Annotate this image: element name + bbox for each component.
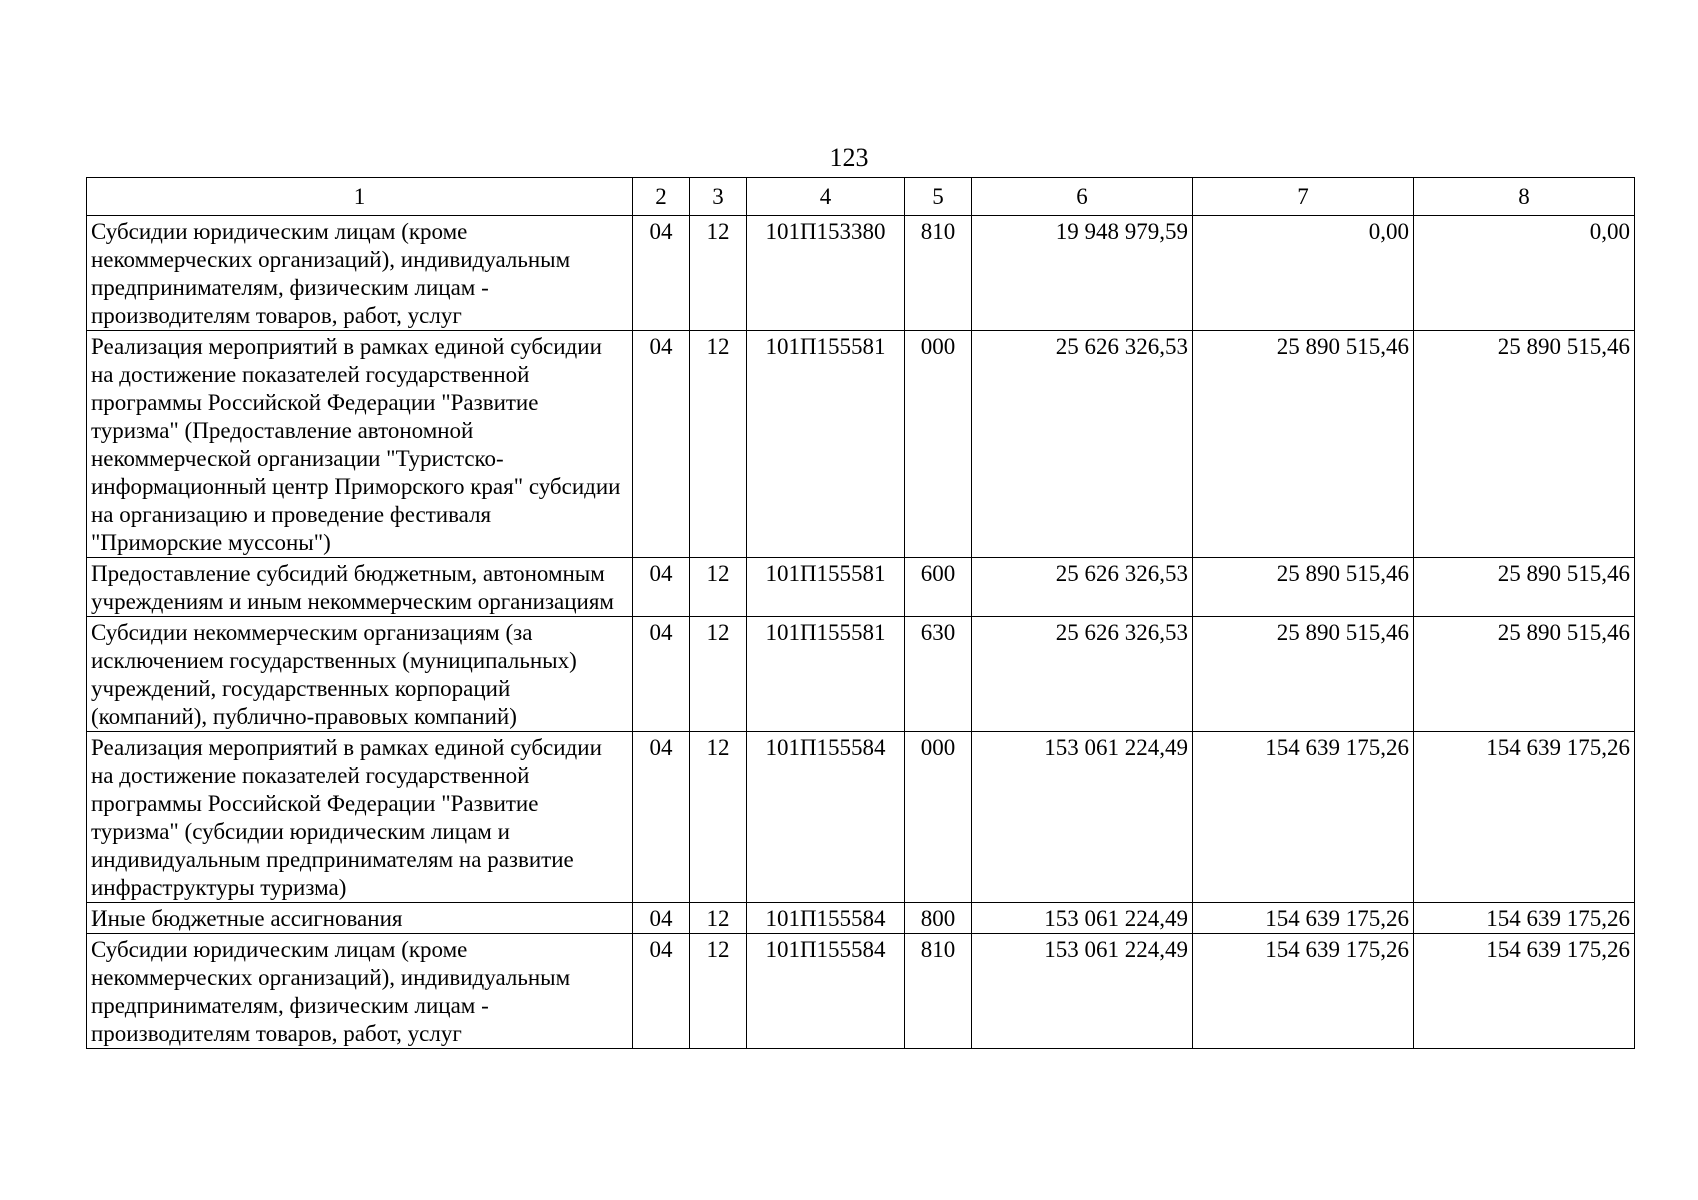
section-code: 04 bbox=[633, 934, 690, 1049]
target-article-code: 101П155581 bbox=[747, 558, 905, 617]
section-code: 04 bbox=[633, 732, 690, 903]
expense-name: Субсидии юридическим лицам (кроме некоммерческих организаций), индивидуальным предпринимателям, физическим лицам - производителям товаров, работ, услуг bbox=[87, 216, 633, 331]
amount-col6: 25 626 326,53 bbox=[972, 558, 1193, 617]
amount-col6: 153 061 224,49 bbox=[972, 903, 1193, 934]
table-row bbox=[87, 216, 1635, 331]
amount-col7: 154 639 175,26 bbox=[1193, 732, 1414, 903]
amount-col6: 25 626 326,53 bbox=[972, 331, 1193, 558]
target-article-code: 101П155581 bbox=[747, 617, 905, 732]
header-cell: 5 bbox=[905, 178, 972, 216]
table-row bbox=[87, 558, 1635, 617]
expense-name: Реализация мероприятий в рамках единой субсидии на достижение показателей государственной программы Российской Федерации "Развитие туризма" (Предоставление автономной некоммерческой организации "Туристско-информационный центр Приморского края" субсидии на организацию и проведение фестиваля "Приморские муссоны") bbox=[87, 331, 633, 558]
section-code: 04 bbox=[633, 903, 690, 934]
subsection-code: 12 bbox=[690, 216, 747, 331]
table-row bbox=[87, 903, 1635, 934]
header-row bbox=[87, 178, 1635, 216]
header-cell: 1 bbox=[87, 178, 633, 216]
expense-name: Предоставление субсидий бюджетным, автономным учреждениям и иным некоммерческим организациям bbox=[87, 558, 633, 617]
header-cell: 6 bbox=[972, 178, 1193, 216]
amount-col7: 25 890 515,46 bbox=[1193, 331, 1414, 558]
amount-col7: 25 890 515,46 bbox=[1193, 558, 1414, 617]
subsection-code: 12 bbox=[690, 558, 747, 617]
expense-name: Субсидии юридическим лицам (кроме некоммерческих организаций), индивидуальным предпринимателям, физическим лицам - производителям товаров, работ, услуг bbox=[87, 934, 633, 1049]
amount-col7: 0,00 bbox=[1193, 216, 1414, 331]
expense-name: Иные бюджетные ассигнования bbox=[87, 903, 633, 934]
target-article-code: 101П155584 bbox=[747, 732, 905, 903]
amount-col8: 0,00 bbox=[1414, 216, 1635, 331]
amount-col6: 153 061 224,49 bbox=[972, 934, 1193, 1049]
amount-col7: 154 639 175,26 bbox=[1193, 903, 1414, 934]
section-code: 04 bbox=[633, 617, 690, 732]
subsection-code: 12 bbox=[690, 903, 747, 934]
amount-col6: 153 061 224,49 bbox=[972, 732, 1193, 903]
expense-type-code: 630 bbox=[905, 617, 972, 732]
header-cell: 8 bbox=[1414, 178, 1635, 216]
section-code: 04 bbox=[633, 216, 690, 331]
subsection-code: 12 bbox=[690, 934, 747, 1049]
subsection-code: 12 bbox=[690, 732, 747, 903]
header-cell: 2 bbox=[633, 178, 690, 216]
expense-type-code: 800 bbox=[905, 903, 972, 934]
table-row bbox=[87, 934, 1635, 1049]
subsection-code: 12 bbox=[690, 617, 747, 732]
subsection-code: 12 bbox=[690, 331, 747, 558]
section-code: 04 bbox=[633, 331, 690, 558]
expense-type-code: 000 bbox=[905, 331, 972, 558]
table-row bbox=[87, 732, 1635, 903]
amount-col8: 154 639 175,26 bbox=[1414, 732, 1635, 903]
expense-type-code: 810 bbox=[905, 216, 972, 331]
expense-name: Реализация мероприятий в рамках единой субсидии на достижение показателей государственной программы Российской Федерации "Развитие туризма" (субсидии юридическим лицам и индивидуальным предпринимателям на развитие инфраструктуры туризма) bbox=[87, 732, 633, 903]
expense-type-code: 000 bbox=[905, 732, 972, 903]
amount-col8: 25 890 515,46 bbox=[1414, 558, 1635, 617]
expense-type-code: 600 bbox=[905, 558, 972, 617]
amount-col6: 19 948 979,59 bbox=[972, 216, 1193, 331]
header-cell: 4 bbox=[747, 178, 905, 216]
table-row bbox=[87, 331, 1635, 558]
amount-col6: 25 626 326,53 bbox=[972, 617, 1193, 732]
page-number: 123 bbox=[829, 143, 869, 172]
budget-table bbox=[86, 177, 1635, 1049]
target-article-code: 101П153380 bbox=[747, 216, 905, 331]
target-article-code: 101П155584 bbox=[747, 934, 905, 1049]
expense-name: Субсидии некоммерческим организациям (за исключением государственных (муниципальных) учреждений, государственных корпораций (компаний), публично-правовых компаний) bbox=[87, 617, 633, 732]
target-article-code: 101П155584 bbox=[747, 903, 905, 934]
amount-col7: 154 639 175,26 bbox=[1193, 934, 1414, 1049]
amount-col8: 154 639 175,26 bbox=[1414, 903, 1635, 934]
header-cell: 3 bbox=[690, 178, 747, 216]
table-row bbox=[87, 617, 1635, 732]
header-cell: 7 bbox=[1193, 178, 1414, 216]
amount-col8: 25 890 515,46 bbox=[1414, 617, 1635, 732]
amount-col8: 154 639 175,26 bbox=[1414, 934, 1635, 1049]
amount-col7: 25 890 515,46 bbox=[1193, 617, 1414, 732]
target-article-code: 101П155581 bbox=[747, 331, 905, 558]
amount-col8: 25 890 515,46 bbox=[1414, 331, 1635, 558]
section-code: 04 bbox=[633, 558, 690, 617]
expense-type-code: 810 bbox=[905, 934, 972, 1049]
